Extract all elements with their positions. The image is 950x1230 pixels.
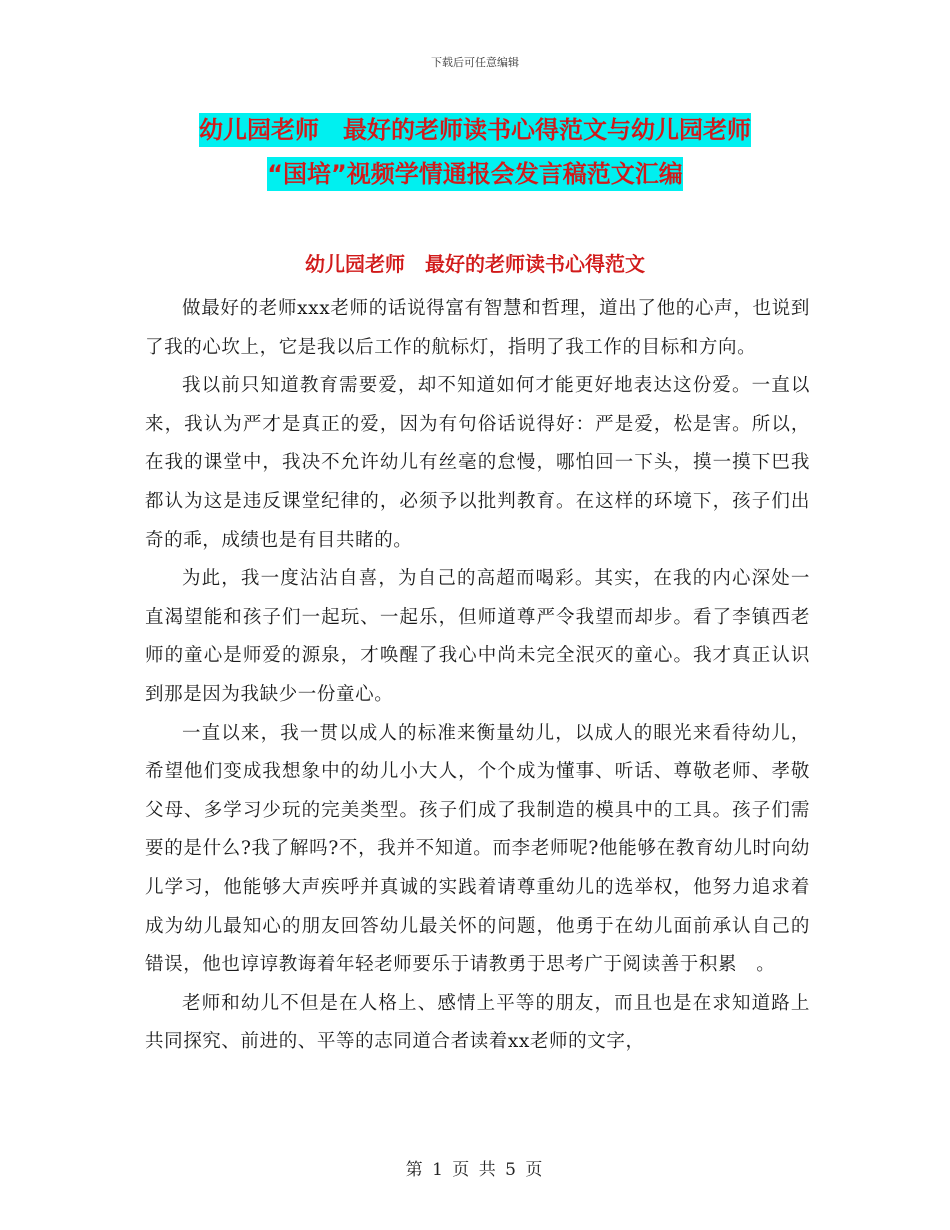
section-title: 幼儿园老师 最好的老师读书心得范文 xyxy=(305,252,645,276)
body-text xyxy=(145,290,810,1062)
paragraph: 为此，我一度沾沾自喜，为自己的高超而喝彩。其实，在我的内心深处一直渴望能和孩子们一起玩、一起乐，但师道尊严令我望而却步。看了李镇西老师的童心是师爱的源泉，才唤醒了我心中尚未完全泯灭的童心。我才真正认识到那是因为我缺少一份童心。 xyxy=(145,568,810,705)
document-title xyxy=(120,108,830,196)
title-line-2: “国培”视频学情通报会发言稿范文汇编 xyxy=(267,157,683,191)
paragraph: 老师和幼儿不但是在人格上、感情上平等的朋友，而且也是在求知道路上共同探究、前进的、平等的志同道合者读着xx老师的文字， xyxy=(145,992,810,1053)
paragraph: 我以前只知道教育需要爱，却不知道如何才能更好地表达这份爱。一直以来，我认为严才是真正的爱，因为有句俗话说得好：严是爱，松是害。所以，在我的课堂中，我决不允许幼儿有丝毫的怠慢，哪怕回一下头，摸一摸下巴我都认为这是违反课堂纪律的，必须予以批判教育。在这样的环境下，孩子们出奇的乖，成绩也是有目共睹的。 xyxy=(145,375,810,551)
page-footer: 第 1 页 共 5 页 xyxy=(405,1160,545,1180)
paragraph: 一直以来，我一贯以成人的标准来衡量幼儿，以成人的眼光来看待幼儿，希望他们变成我想象中的幼儿小大人，个个成为懂事、听话、尊敬老师、孝敬父母、多学习少玩的完美类型。孩子们成了我制造的模具中的工具。孩子们需要的是什么?我了解吗?不，我并不知道。而李老师呢?他能够在教育幼儿时向幼儿学习，他能够大声疾呼并真诚的实践着请尊重幼儿的选举权，他努力追求着成为幼儿最知心的朋友回答幼儿最关怀的问题，他勇于在幼儿面前承认自己的错误，他也谆谆教诲着年轻老师要乐于请教勇于思考广于阅读善于积累 。 xyxy=(145,722,810,976)
paragraph: 做最好的老师xxx老师的话说得富有智慧和哲理，道出了他的心声，也说到了我的心坎上，它是我以后工作的航标灯，指明了我工作的目标和方向。 xyxy=(145,298,810,358)
header-note: 下载后可任意编辑 xyxy=(431,56,519,69)
title-line-1: 幼儿园老师 最好的老师读书心得范文与幼儿园老师 xyxy=(199,113,751,147)
